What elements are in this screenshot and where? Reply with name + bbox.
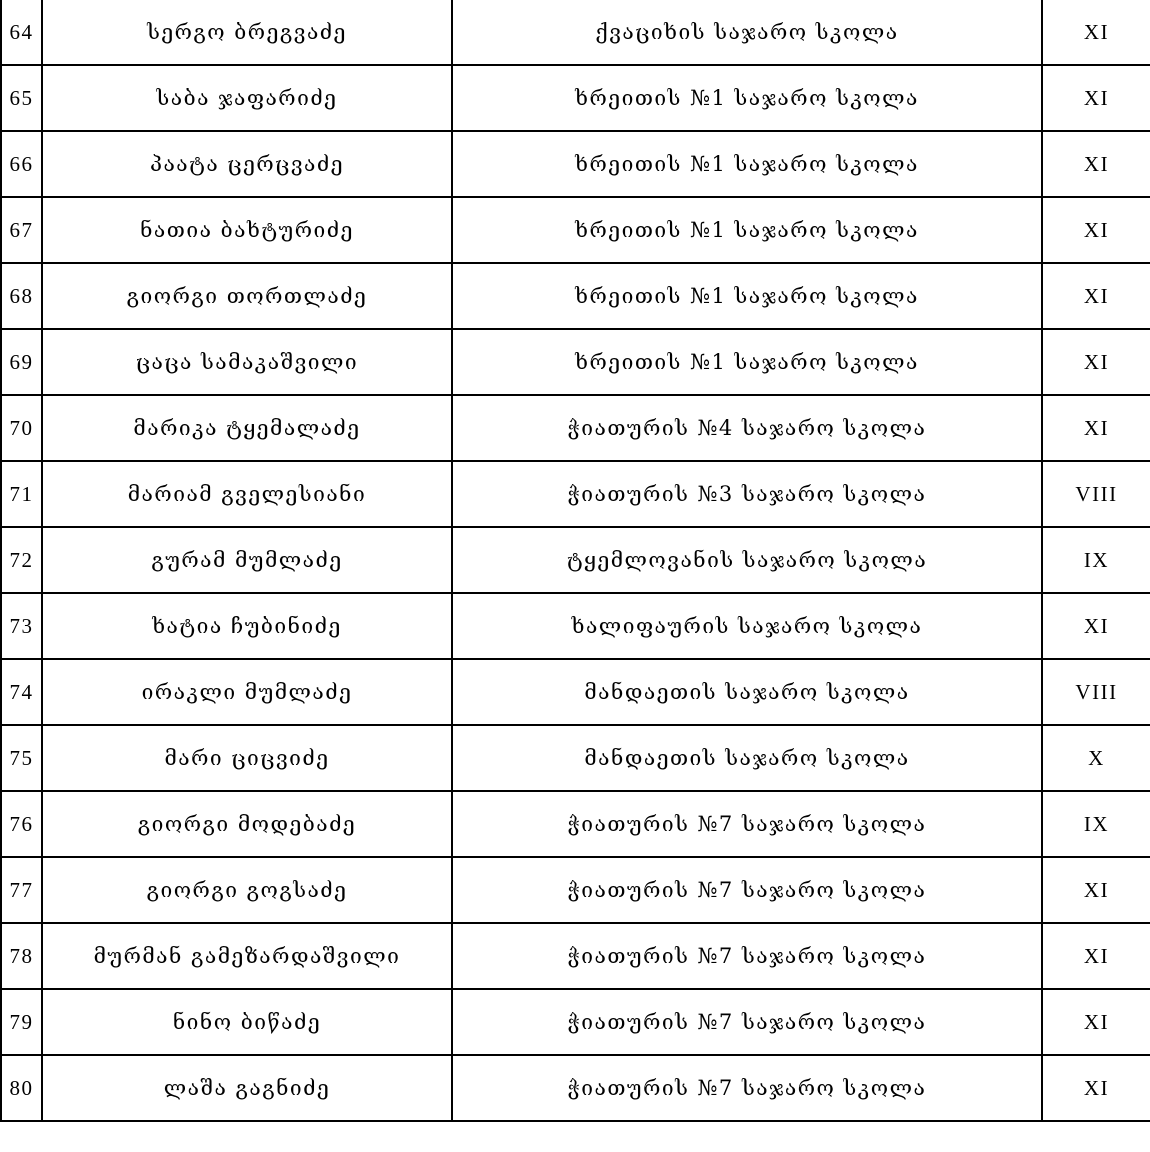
student-name: მურმან გამეზარდაშვილი [42, 923, 452, 989]
school-name: ჭიათურის №7 საჯარო სკოლა [452, 857, 1042, 923]
school-name: ჭიათურის №7 საჯარო სკოლა [452, 1055, 1042, 1121]
table-row [1, 197, 1150, 263]
grade: XI [1042, 593, 1150, 659]
grade: XI [1042, 0, 1150, 65]
grade: VIII [1042, 461, 1150, 527]
school-name: ხრეითის №1 საჯარო სკოლა [452, 65, 1042, 131]
row-number: 70 [1, 395, 42, 461]
table-row [1, 461, 1150, 527]
student-name: ნინო ბიწაძე [42, 989, 452, 1055]
row-number: 80 [1, 1055, 42, 1121]
row-number: 65 [1, 65, 42, 131]
row-number: 79 [1, 989, 42, 1055]
student-name: გიორგი თორთლაძე [42, 263, 452, 329]
student-name: გიორგი გოგსაძე [42, 857, 452, 923]
table-row [1, 593, 1150, 659]
grade: XI [1042, 263, 1150, 329]
grade: XI [1042, 65, 1150, 131]
school-name: ხრეითის №1 საჯარო სკოლა [452, 329, 1042, 395]
school-name: ხრეითის №1 საჯარო სკოლა [452, 263, 1042, 329]
grade: VIII [1042, 659, 1150, 725]
school-name: ხრეითის №1 საჯარო სკოლა [452, 197, 1042, 263]
school-name: ქვაციხის საჯარო სკოლა [452, 0, 1042, 65]
table-row [1, 1055, 1150, 1121]
table-row [1, 791, 1150, 857]
student-name: საბა ჯაფარიძე [42, 65, 452, 131]
school-name: ჭიათურის №3 საჯარო სკოლა [452, 461, 1042, 527]
student-name: ხატია ჩუბინიძე [42, 593, 452, 659]
school-name: მანდაეთის საჯარო სკოლა [452, 725, 1042, 791]
row-number: 71 [1, 461, 42, 527]
school-name: ჭიათურის №7 საჯარო სკოლა [452, 791, 1042, 857]
grade: IX [1042, 791, 1150, 857]
student-name: მარი ციცვიძე [42, 725, 452, 791]
grade: XI [1042, 131, 1150, 197]
grade: XI [1042, 395, 1150, 461]
row-number: 74 [1, 659, 42, 725]
student-name: ირაკლი მუმლაძე [42, 659, 452, 725]
row-number: 78 [1, 923, 42, 989]
table-row [1, 131, 1150, 197]
student-name: ლაშა გაგნიძე [42, 1055, 452, 1121]
grade: XI [1042, 923, 1150, 989]
school-name: ხალიფაურის საჯარო სკოლა [452, 593, 1042, 659]
school-name: ტყემლოვანის საჯარო სკოლა [452, 527, 1042, 593]
table-row [1, 395, 1150, 461]
student-name: გიორგი მოდებაძე [42, 791, 452, 857]
table-row [1, 65, 1150, 131]
table-row [1, 527, 1150, 593]
table-body [1, 0, 1150, 1121]
table-row [1, 329, 1150, 395]
table-row [1, 725, 1150, 791]
row-number: 73 [1, 593, 42, 659]
student-name: პაატა ცერცვაძე [42, 131, 452, 197]
row-number: 64 [1, 0, 42, 65]
grade: XI [1042, 329, 1150, 395]
table-row [1, 659, 1150, 725]
table-row [1, 857, 1150, 923]
table-row [1, 989, 1150, 1055]
student-name: ცაცა სამაკაშვილი [42, 329, 452, 395]
school-name: მანდაეთის საჯარო სკოლა [452, 659, 1042, 725]
row-number: 69 [1, 329, 42, 395]
student-name: მარიკა ტყემალაძე [42, 395, 452, 461]
grade: XI [1042, 857, 1150, 923]
table-row [1, 0, 1150, 65]
student-name: სერგო ბრეგვაძე [42, 0, 452, 65]
row-number: 76 [1, 791, 42, 857]
grade: XI [1042, 1055, 1150, 1121]
row-number: 67 [1, 197, 42, 263]
row-number: 66 [1, 131, 42, 197]
school-name: ჭიათურის №7 საჯარო სკოლა [452, 989, 1042, 1055]
row-number: 77 [1, 857, 42, 923]
table-row [1, 923, 1150, 989]
school-name: ხრეითის №1 საჯარო სკოლა [452, 131, 1042, 197]
grade: XI [1042, 197, 1150, 263]
school-name: ჭიათურის №4 საჯარო სკოლა [452, 395, 1042, 461]
student-name: მარიამ გველესიანი [42, 461, 452, 527]
school-name: ჭიათურის №7 საჯარო სკოლა [452, 923, 1042, 989]
row-number: 75 [1, 725, 42, 791]
grade: XI [1042, 989, 1150, 1055]
grade: IX [1042, 527, 1150, 593]
table-row [1, 263, 1150, 329]
row-number: 72 [1, 527, 42, 593]
grade: X [1042, 725, 1150, 791]
student-name: ნათია ბახტურიძე [42, 197, 452, 263]
student-name: გურამ მუმლაძე [42, 527, 452, 593]
row-number: 68 [1, 263, 42, 329]
